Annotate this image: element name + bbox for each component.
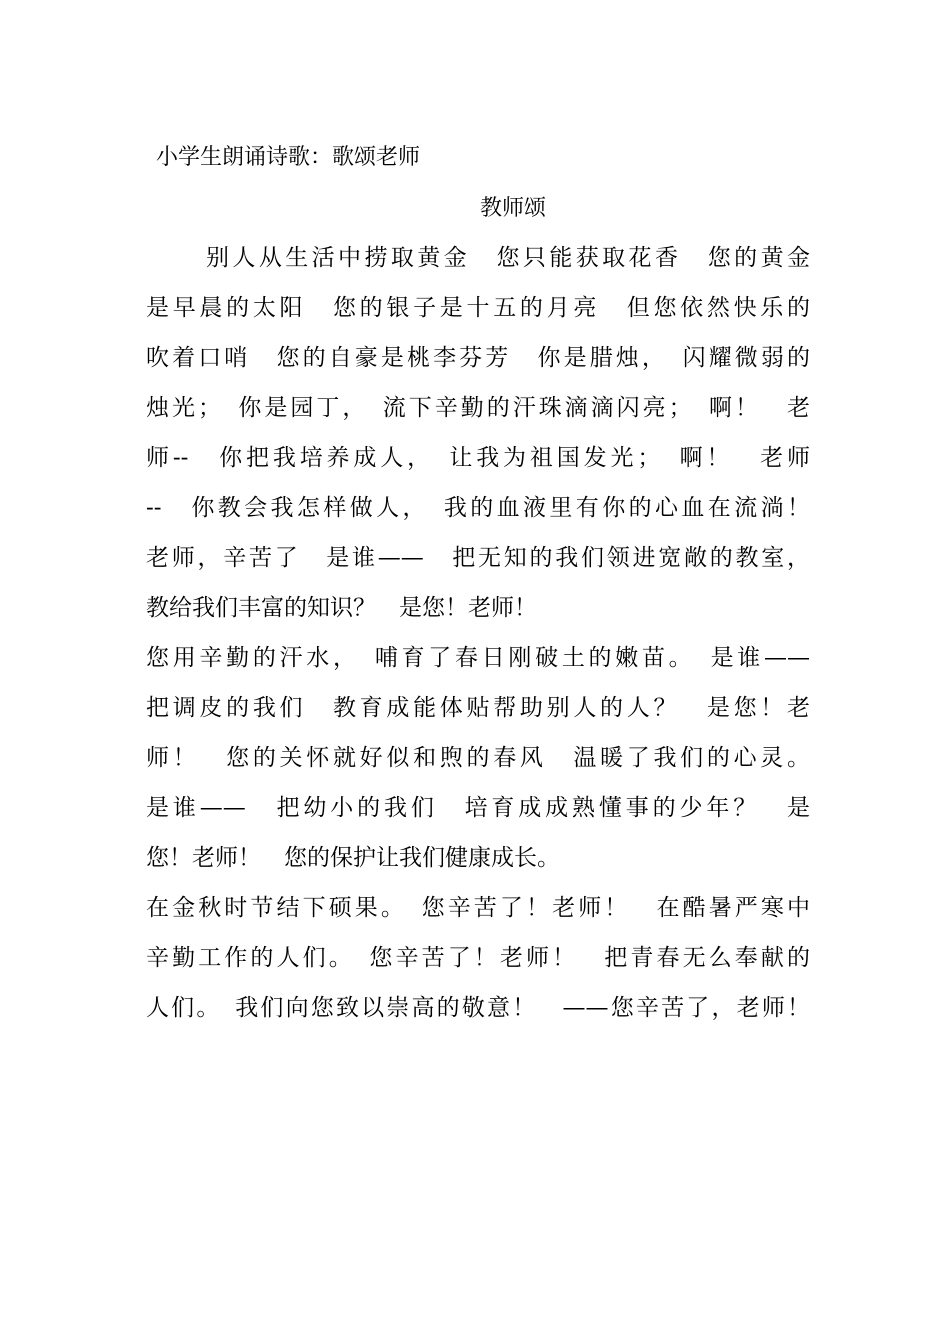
poem-line: -- 你教会我怎样做人， 我的血液里有你的心血在流淌！ [146, 495, 810, 521]
document-title: 小学生朗诵诗歌：歌颂老师 [156, 145, 421, 170]
poem-line: 人们。 我们向您致以崇高的敬意！ ——您辛苦了，老师！ [146, 995, 810, 1021]
poem-line: 是谁—— 把幼小的我们 培育成成熟懂事的少年？ 是 [146, 795, 810, 821]
poem-line: 是早晨的太阳 您的银子是十五的月亮 但您依然快乐的 [146, 295, 810, 321]
poem-line: 在金秋时节结下硕果。 您辛苦了！老师！ 在酷暑严寒中 [146, 895, 810, 921]
poem-line: 吹着口哨 您的自豪是桃李芬芳 你是腊烛， 闪耀微弱的 [146, 345, 810, 371]
poem-line: 师-- 你把我培养成人， 让我为祖国发光； 啊！ 老师 [146, 445, 810, 471]
poem-line: 师！ 您的关怀就好似和煦的春风 温暖了我们的心灵。 [146, 745, 810, 771]
poem-line: 把调皮的我们 教育成能体贴帮助别人的人？ 是您！老 [146, 695, 810, 721]
poem-line: 别人从生活中捞取黄金 您只能获取花香 您的黄金 [206, 245, 810, 271]
poem-body [146, 240, 810, 1040]
poem-title: 教师颂 [479, 196, 546, 221]
poem-line: 您用辛勤的汗水， 哺育了春日刚破土的嫩苗。 是谁—— [146, 645, 810, 671]
poem-line: 烛光； 你是园丁， 流下辛勤的汗珠滴滴闪亮； 啊！ 老 [146, 395, 810, 421]
poem-line: 辛勤工作的人们。 您辛苦了！老师！ 把青春无么奉献的 [146, 945, 810, 971]
poem-line: 教给我们丰富的知识？ 是您！老师！ [146, 595, 537, 621]
poem-line: 老师，辛苦了 是谁—— 把无知的我们领进宽敞的教室， [146, 545, 810, 571]
poem-line: 您！老师！ 您的保护让我们健康成长。 [146, 845, 560, 871]
